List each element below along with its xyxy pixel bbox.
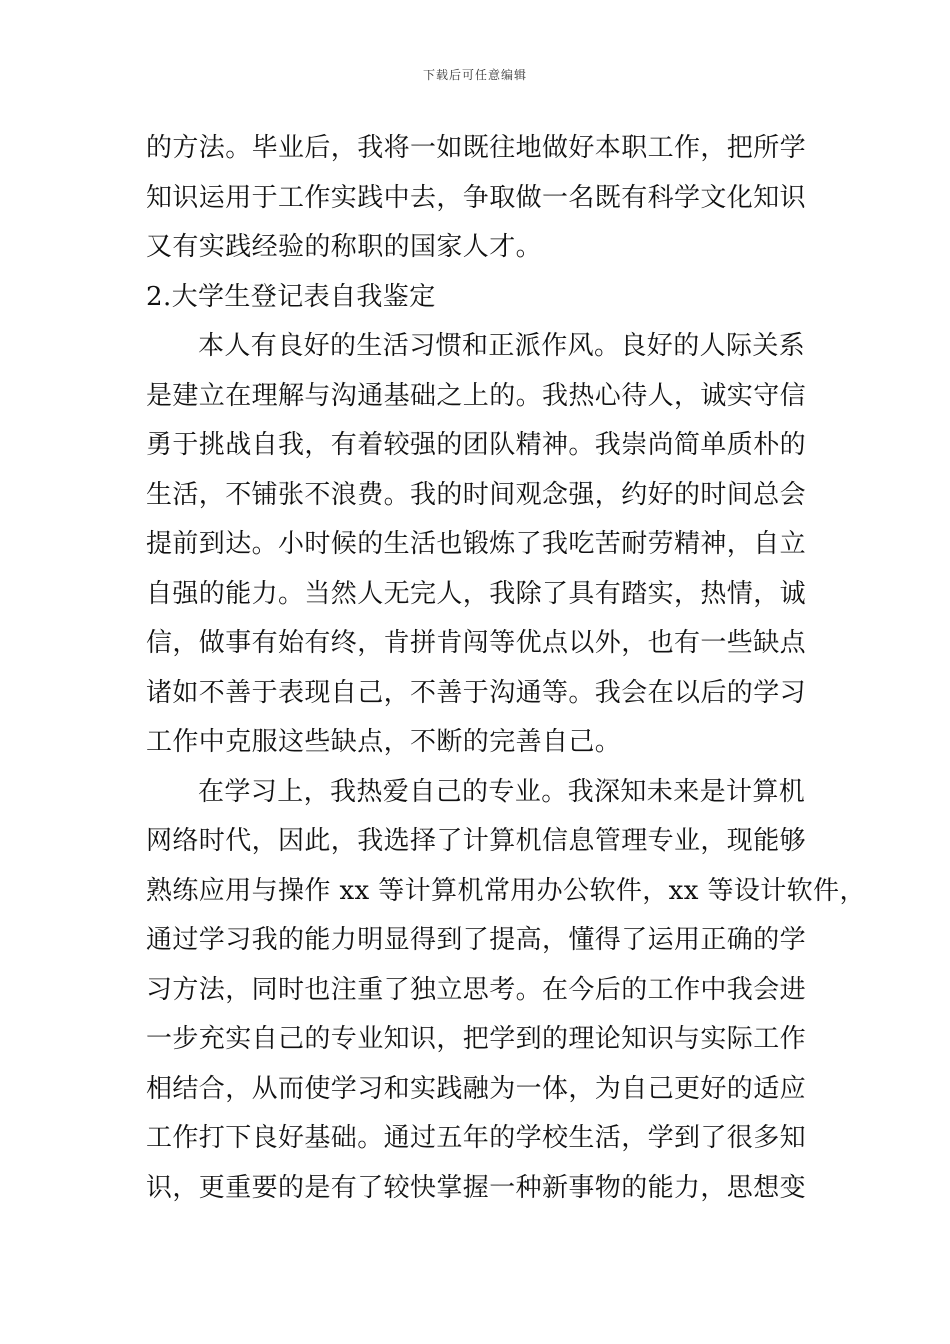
text-line: 熟练应用与操作 xx 等计算机常用办公软件，xx 等设计软件， — [146, 875, 866, 906]
text-line: 网络时代，因此，我选择了计算机信息管理专业，现能够 — [146, 826, 807, 856]
text-line: 习方法，同时也注重了独立思考。在今后的工作中我会进 — [146, 974, 807, 1005]
text-line: 的方法。毕业后，我将一如既往地做好本职工作，把所学 — [146, 133, 807, 163]
text-line: 自强的能力。当然人无完人，我除了具有踏实，热情，诚 — [146, 578, 807, 609]
document-body — [146, 124, 866, 1213]
text-line: 识，更重要的是有了较快掌握一种新事物的能力，思想变 — [146, 1172, 807, 1203]
text-line: 又有实践经验的称职的国家人才。 — [146, 232, 543, 262]
paragraph-start-line: 本人有良好的生活习惯和正派作风。良好的人际关系 — [198, 331, 806, 361]
text-line: 知识运用于工作实践中去，争取做一名既有科学文化知识 — [146, 182, 807, 213]
text-line: 工作打下良好基础。通过五年的学校生活，学到了很多知 — [146, 1123, 807, 1153]
text-line: 诸如不善于表现自己，不善于沟通等。我会在以后的学习 — [146, 677, 807, 708]
text-line: 生活，不铺张不浪费。我的时间观念强，约好的时间总会 — [146, 479, 807, 510]
header-note: 下载后可任意编辑 — [422, 68, 527, 82]
text-line: 一步充实自己的专业知识，把学到的理论知识与实际工作 — [146, 1024, 807, 1054]
text-line: 通过学习我的能力明显得到了提高，懂得了运用正确的学 — [146, 925, 807, 955]
text-line: 工作中克服这些缺点，不断的完善自己。 — [146, 727, 622, 757]
text-line: 勇于挑战自我，有着较强的团队精神。我崇尚简单质朴的 — [146, 430, 807, 460]
section-heading: 2.大学生登记表自我鉴定 — [146, 281, 436, 312]
text-line: 是建立在理解与沟通基础之上的。我热心待人，诚实守信 — [146, 380, 807, 411]
paragraph-start-line: 在学习上，我热爱自己的专业。我深知未来是计算机 — [198, 776, 806, 807]
text-line: 信，做事有始有终，肯拼肯闯等优点以外，也有一些缺点 — [146, 628, 807, 658]
text-line: 相结合，从而使学习和实践融为一体，为自己更好的适应 — [146, 1073, 807, 1104]
text-line: 提前到达。小时候的生活也锻炼了我吃苦耐劳精神，自立 — [146, 529, 807, 559]
